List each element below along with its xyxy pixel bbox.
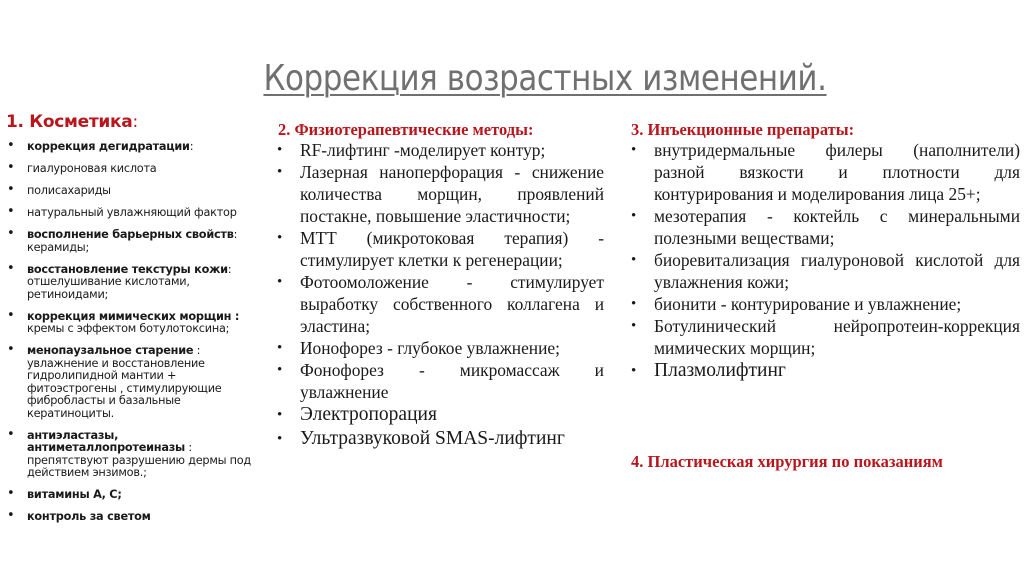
- bullet-icon: •: [7, 307, 15, 323]
- bullet-icon: •: [277, 407, 283, 423]
- list-item: [6, 204, 268, 220]
- list-item: [6, 160, 268, 176]
- list-item: [6, 260, 268, 302]
- section-heading: 2. Физиотерапевтические методы:: [278, 120, 534, 139]
- item-bold: восстановление текстуры кожи: [27, 262, 228, 276]
- item-text: Ионофорез - глубокое увлажнение;: [300, 338, 560, 358]
- item-text: Фонофорез - микромассаж и увлажнение: [300, 360, 604, 402]
- item-text: : препятствуют разрушению дермы под действием энзимов.;: [27, 441, 251, 479]
- bullet-icon: •: [631, 208, 637, 224]
- bullet-icon: •: [7, 342, 15, 357]
- item-text: кремы с эффектом ботулотоксина;: [27, 322, 230, 335]
- item-bold: контроль за светом: [27, 510, 151, 523]
- page-title: Коррекция возрастных изменений.: [263, 58, 827, 99]
- item-text: МТТ (микротоковая терапия) - стимулирует клетки к регенерации;: [300, 228, 604, 270]
- list-item: [274, 139, 604, 161]
- item-text: внутридермальные филеры (наполнители) разной вязкости и плотности для контурирования и моделирования лица 25+;: [654, 140, 1020, 204]
- item-bold: антиэластазы, антиметаллопротеиназы: [27, 428, 186, 454]
- list-item: [6, 307, 268, 336]
- item-text: Плазмолифтинг: [654, 360, 786, 381]
- item-text: RF-лифтинг -моделирует контур;: [300, 140, 546, 160]
- item-text: биоревитализация гиалуроновой кислотой для увлажнения кожи;: [654, 250, 1020, 292]
- list-item: [6, 426, 268, 480]
- item-text: Лазерная нанoперфорация - снижение количества морщин, проявлений постакне, повышение эластичности;: [300, 162, 604, 226]
- bullet-icon: •: [7, 426, 15, 442]
- bullet-icon: •: [277, 142, 283, 158]
- section-physiotherapy: [274, 120, 604, 451]
- list-item: [6, 508, 268, 524]
- section-heading: 3. Инъекционные препараты:: [631, 120, 855, 139]
- bullet-icon: •: [631, 363, 637, 379]
- cosmetics-list: [6, 138, 268, 524]
- item-text: : увлажнение и восстановление гидролипидной мантии + фитоэстрогены , стимулирующие фибробласты и базальные кератиноциты.: [27, 344, 222, 420]
- list-item: [274, 227, 604, 271]
- item-text: мезотерапия - коктейль с минеральными полезными веществами;: [654, 206, 1020, 248]
- item-bold: коррекция мимических морщин :: [27, 309, 240, 323]
- list-item: [274, 403, 604, 427]
- list-item: [274, 427, 604, 451]
- section-cosmetics: [6, 112, 268, 533]
- list-item: [6, 138, 268, 154]
- list-item: [6, 342, 268, 420]
- section-heading: [6, 112, 268, 132]
- bullet-icon: •: [7, 204, 15, 219]
- injections-list: [628, 139, 1020, 383]
- item-text: : отшелушивание кислотами, ретиноидами;: [27, 262, 232, 301]
- bullet-icon: •: [277, 431, 283, 447]
- bullet-icon: •: [7, 260, 15, 276]
- item-bold: коррекция дегидратации: [27, 140, 190, 153]
- list-item: [274, 161, 604, 227]
- bullet-icon: •: [7, 160, 15, 175]
- item-text: :: [189, 140, 194, 153]
- item-text: полисахариды: [27, 184, 111, 197]
- list-item: [628, 315, 1020, 359]
- bullet-icon: •: [277, 362, 283, 378]
- list-item: [274, 359, 604, 403]
- list-item: [274, 337, 604, 359]
- bullet-icon: •: [7, 182, 15, 197]
- bullet-icon: •: [277, 274, 283, 290]
- list-item: [628, 359, 1020, 383]
- bullet-icon: •: [631, 318, 637, 334]
- item-text: : керамиды;: [27, 228, 238, 254]
- list-item: [274, 271, 604, 337]
- item-bold: менопаузальное старение: [27, 344, 194, 357]
- list-item: [6, 486, 268, 502]
- bullet-icon: •: [631, 296, 637, 312]
- list-item: [6, 226, 268, 254]
- list-item: [6, 182, 268, 198]
- list-item: [628, 293, 1020, 315]
- heading-text: 1. Косметика: [6, 112, 133, 132]
- bullet-icon: •: [631, 142, 637, 158]
- section-injections: [628, 120, 1020, 383]
- item-text: гиалуроновая кислота: [27, 162, 157, 175]
- physiotherapy-list: [274, 139, 604, 451]
- bullet-icon: •: [277, 164, 283, 180]
- item-text: бионити - контурирование и увлажнение;: [654, 294, 962, 314]
- list-item: [628, 139, 1020, 205]
- item-text: Электропорация: [300, 404, 437, 425]
- bullet-icon: •: [7, 508, 15, 523]
- item-bold: восполнение барьерных свойств: [27, 228, 234, 241]
- item-text: Фотоомоложение - стимулирует выработку собственного коллагена и эластина;: [300, 272, 604, 336]
- item-text: Ботулинический нейропротеин-коррекция мимических морщин;: [654, 316, 1020, 358]
- bullet-icon: •: [7, 226, 15, 241]
- bullet-icon: •: [7, 138, 15, 153]
- heading-colon: :: [132, 112, 138, 132]
- list-item: [628, 205, 1020, 249]
- item-text: натуральный увлажняющий фактор: [27, 206, 237, 219]
- item-text: Ультразвуковой SMAS-лифтинг: [300, 428, 565, 449]
- list-item: [628, 249, 1020, 293]
- bullet-icon: •: [631, 252, 637, 268]
- bullet-icon: •: [277, 340, 283, 356]
- bullet-icon: •: [277, 230, 283, 246]
- section-plastic-surgery-heading: 4. Пластическая хирургия по показаниям: [631, 452, 943, 471]
- bullet-icon: •: [7, 486, 15, 501]
- item-bold: витамины А, С;: [27, 488, 122, 501]
